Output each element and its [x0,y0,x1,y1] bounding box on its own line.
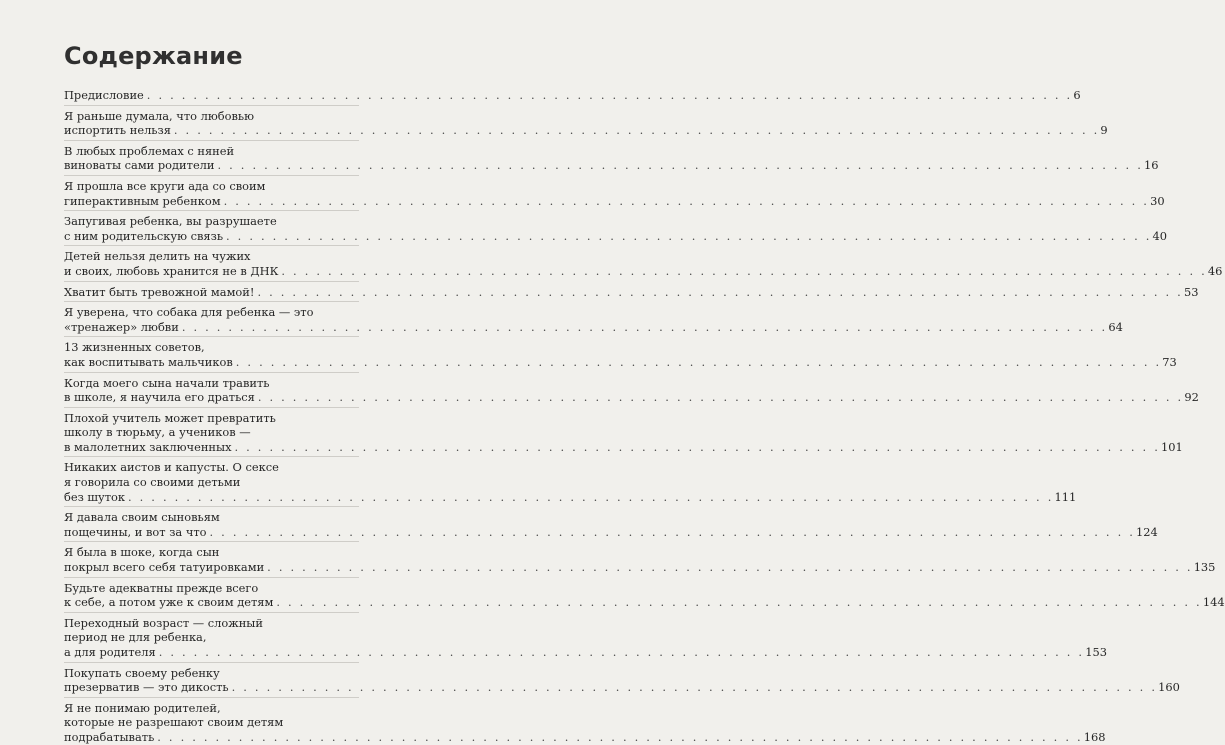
toc-entry-line [64,390,1199,405]
toc-entry-title: в школе, я научила его драться [64,390,255,405]
entry-separator [64,612,359,613]
toc-entry[interactable] [64,545,1216,575]
toc-entry-title: Я не понимаю родителей, [64,700,221,715]
toc-page-number: 92 [1184,390,1199,405]
toc-entry-title: я говорила со своими детьми [64,475,241,490]
toc-entry-line [64,411,359,426]
toc-entry[interactable] [64,665,1180,695]
entry-separator [64,577,359,578]
entry-separator [64,105,359,106]
toc-entry-title: Я раньше думала, что любовью [64,108,254,123]
toc-page-number: 64 [1108,319,1123,334]
toc-entry-line [64,475,359,490]
entry-separator [64,210,359,211]
toc-entry[interactable] [64,700,1106,745]
toc-entry[interactable] [64,143,1159,173]
toc-entry[interactable] [64,214,1168,243]
dot-leader: . . . . . . . . . . . . . . . . . . . . . . . . . . . . . . . . . . . . . . . . . . . . . . . . . . . . . . . . . . . . . . . . . . . . . . . . . . . . . . . . [231,680,1158,695]
toc-entry-title: подрабатывать [64,729,155,744]
entry-separator [64,662,359,663]
toc-entry-title: презерватив — это дикость [64,680,229,695]
toc-entry-title: Будьте адекватны прежде всего [64,580,259,595]
entry-separator [64,245,359,246]
dot-leader: . . . . . . . . . . . . . . . . . . . . . . . . . . . . . . . . . . . . . . . . . . . . . . . . . . . . . . . . . . . . . . . . . . . . . . . . . . . . . . . . [181,319,1108,334]
dot-leader: . . . . . . . . . . . . . . . . . . . . . . . . . . . . . . . . . . . . . . . . . . . . . . . . . . . . . . . . . . . . . . . . . . . . . . . . . . . . . . . . [267,560,1193,575]
page-title: Содержание [64,42,243,70]
toc-entry-title: без шуток [64,489,126,504]
toc-entry-line [64,193,1165,209]
toc-entry-title: гиперактивным ребенком [64,193,221,208]
toc-entry[interactable] [64,615,1107,660]
toc-entry-line [64,340,359,355]
toc-entry-line [64,645,1107,660]
toc-entry-title: пощечины, и вот за что [64,524,207,539]
toc-entry-line [64,376,359,391]
entry-separator [64,336,359,337]
toc-page-number: 111 [1054,489,1077,504]
toc-entry[interactable] [64,249,1223,278]
toc-entry-title: В любых проблемах с няней [64,143,235,158]
toc-entry-line [64,581,359,596]
toc-entry[interactable] [64,510,1158,539]
entry-separator [64,301,359,302]
toc-entry[interactable] [64,88,1081,103]
toc-entry-title: период не для ребенка, [64,630,207,645]
toc-entry-line [64,88,1081,103]
toc-page-number: 168 [1083,729,1106,744]
toc-page-number: 9 [1100,123,1108,138]
toc-entry-title: Предисловие [64,88,144,102]
dot-leader: . . . . . . . . . . . . . . . . . . . . . . . . . . . . . . . . . . . . . . . . . . . . . . . . . . . . . . . . . . . . . . . . . . . . . . . . . . . . . . . . [257,390,1184,405]
dot-leader: . . . . . . . . . . . . . . . . . . . . . . . . . . . . . . . . . . . . . . . . . . . . . . . . . . . . . . . . . . . . . . . . . . . . . . . . . . . . . . . . [223,193,1150,208]
toc-entry-title: а для родителя [64,645,156,659]
toc-entry-line [64,595,1225,610]
toc-entry-line [64,545,359,560]
toc-page-number: 46 [1207,263,1223,278]
toc-entry-title: с ним родительскую связь [64,228,224,243]
toc-entry-title: виноваты сами родители [64,158,215,173]
dot-leader: . . . . . . . . . . . . . . . . . . . . . . . . . . . . . . . . . . . . . . . . . . . . . . . . . . . . . . . . . . . . . . . . . . . . . . . . . . . . . . . . [217,158,1144,173]
toc-entry-title: школу в тюрьму, а учеников — [64,425,251,440]
toc-page-number: 30 [1150,193,1165,208]
dot-leader: . . . . . . . . . . . . . . . . . . . . . . . . . . . . . . . . . . . . . . . . . . . . . . . . . . . . . . . . . . . . . . . . . . . . . . . . . . . . . . . . [281,263,1207,278]
toc-entry-title: как воспитывать мальчиков [64,354,233,369]
toc-entry-title: Я была в шоке, когда сын [64,545,220,560]
toc-entry-title: Переходный возраст — сложный [64,615,263,630]
toc-page-number: 153 [1085,645,1107,659]
toc-entry-line [64,123,1108,138]
toc-entry-line [64,109,359,124]
table-of-contents [64,88,1225,745]
toc-entry-line [64,630,359,645]
toc-entry-line [64,179,359,194]
entry-separator [64,372,359,373]
toc-entry-line [64,460,359,475]
toc-page-number: 6 [1073,88,1081,102]
toc-entry[interactable] [64,410,1183,455]
toc-entry-title: Когда моего сына начали травить [64,375,270,390]
toc-entry[interactable] [64,178,1165,208]
toc-entry-title: испортить нельзя [64,123,171,138]
toc-entry-title: к себе, а потом уже к своим детям [64,595,274,610]
entry-separator [64,175,359,176]
dot-leader: . . . . . . . . . . . . . . . . . . . . . . . . . . . . . . . . . . . . . . . . . . . . . . . . . . . . . . . . . . . . . . . . . . . . . . . . . . . . . . . . [173,123,1100,138]
toc-entry-title: Плохой учитель может превратить [64,410,276,425]
toc-entry-line [64,616,359,631]
entry-separator [64,697,359,698]
toc-entry[interactable] [64,108,1108,138]
toc-entry-title: в малолетних заключенных [64,439,232,454]
dot-leader: . . . . . . . . . . . . . . . . . . . . . . . . . . . . . . . . . . . . . . . . . . . . . . . . . . . . . . . . . . . . . . . . . . . . . . . . . . . . . . . . [209,524,1136,539]
toc-entry-title: Покупать своему ребенку [64,665,220,680]
toc-entry[interactable] [64,284,1199,300]
toc-entry-line [64,715,359,730]
dot-leader: . . . . . . . . . . . . . . . . . . . . . . . . . . . . . . . . . . . . . . . . . . . . . . . . . . . . . . . . . . . . . . . . . . . . . . . . . . . . . . . . [158,645,1085,659]
toc-entry[interactable] [64,460,1077,504]
dot-leader: . . . . . . . . . . . . . . . . . . . . . . . . . . . . . . . . . . . . . . . . . . . . . . . . . . . . . . . . . . . . . . . . . . . . . . . . . . . . . . . . [276,595,1202,610]
toc-entry-line [64,666,359,681]
toc-entry-line [64,560,1216,575]
entry-separator [64,407,359,408]
toc-page-number: 160 [1158,680,1180,695]
toc-entry-line [64,701,359,716]
entry-separator [64,140,359,141]
toc-entry-line [64,524,1158,540]
toc-entry-title: которые не разрешают своим детям [64,715,284,730]
toc-entry-line [64,305,359,320]
toc-entry-line [64,158,1159,173]
toc-entry[interactable] [64,305,1123,334]
toc-page-number: 16 [1144,158,1159,173]
toc-entry-title: Детей нельзя делить на чужих [64,249,251,264]
dot-leader: . . . . . . . . . . . . . . . . . . . . . . . . . . . . . . . . . . . . . . . . . . . . . . . . . . . . . . . . . . . . . . . . . . . . . . . . . . . . . . . . [257,284,1183,299]
toc-page-number: 101 [1161,439,1183,454]
toc-page-number: 40 [1152,228,1168,243]
toc-entry-title: 13 жизненных советов, [64,340,205,355]
entry-separator [64,506,359,507]
toc-entry-title: покрыл всего себя татуировками [64,560,265,575]
toc-page-number: 124 [1136,524,1158,539]
dot-leader: . . . . . . . . . . . . . . . . . . . . . . . . . . . . . . . . . . . . . . . . . . . . . . . . . . . . . . . . . . . . . . . . . . . . . . . . . . . . . . . . [146,88,1073,102]
toc-page-number: 73 [1162,354,1177,369]
toc-page-number: 53 [1183,284,1199,299]
entry-separator [64,281,359,282]
toc-entry[interactable] [64,340,1177,369]
toc-entry-title: и своих, любовь хранится не в ДНК [64,263,279,278]
toc-entry-line [64,263,1223,279]
toc-entry-line [64,354,1177,370]
toc-page-number: 135 [1193,560,1216,575]
toc-entry-line [64,680,1180,695]
toc-entry-title: Никаких аистов и капусты. О сексе [64,460,279,475]
toc-page-number: 144 [1202,595,1225,610]
dot-leader: . . . . . . . . . . . . . . . . . . . . . . . . . . . . . . . . . . . . . . . . . . . . . . . . . . . . . . . . . . . . . . . . . . . . . . . . . . . . . . . . [157,729,1083,744]
dot-leader: . . . . . . . . . . . . . . . . . . . . . . . . . . . . . . . . . . . . . . . . . . . . . . . . . . . . . . . . . . . . . . . . . . . . . . . . . . . . . . . . [128,489,1054,504]
entry-separator [64,456,359,457]
toc-entry-title: Запугивая ребенка, вы разрушаете [64,214,277,229]
dot-leader: . . . . . . . . . . . . . . . . . . . . . . . . . . . . . . . . . . . . . . . . . . . . . . . . . . . . . . . . . . . . . . . . . . . . . . . . . . . . . . . . [234,439,1161,454]
toc-entry-title: Я давала своим сыновьям [64,510,220,525]
toc-entry[interactable] [64,580,1225,610]
toc-entry-line [64,425,359,440]
toc-entry-line [64,144,359,159]
entry-separator [64,541,359,542]
dot-leader: . . . . . . . . . . . . . . . . . . . . . . . . . . . . . . . . . . . . . . . . . . . . . . . . . . . . . . . . . . . . . . . . . . . . . . . . . . . . . . . . [235,354,1162,369]
toc-entry-line [64,214,359,229]
toc-entry-line [64,489,1077,505]
toc-entry-line [64,284,1199,300]
toc-entry-title: Я прошла все круги ада со своим [64,178,266,193]
toc-entry-line [64,510,359,525]
toc-entry-line [64,228,1168,244]
dot-leader: . . . . . . . . . . . . . . . . . . . . . . . . . . . . . . . . . . . . . . . . . . . . . . . . . . . . . . . . . . . . . . . . . . . . . . . . . . . . . . . . [226,228,1152,243]
toc-entry-line [64,729,1106,745]
toc-entry-title: Хватит быть тревожной мамой! [64,284,255,299]
toc-entry-line [64,319,1123,335]
toc-entry-line [64,249,359,264]
toc-entry-line [64,439,1183,455]
toc-entry-title: Я уверена, что собака для ребенка — это [64,305,314,320]
toc-entry-title: «тренажер» любви [64,319,179,334]
toc-entry[interactable] [64,375,1199,405]
